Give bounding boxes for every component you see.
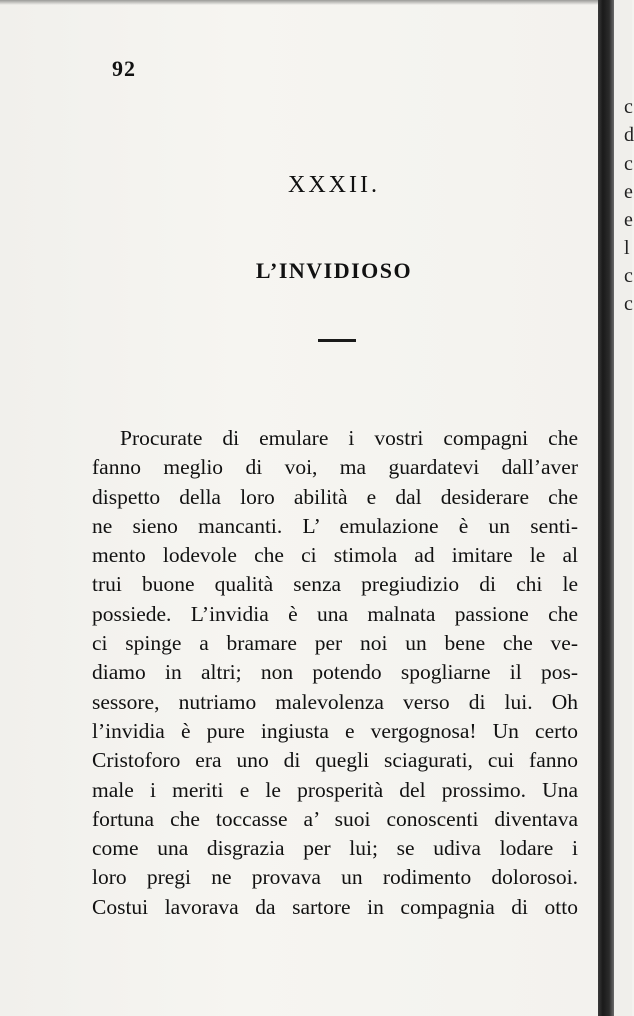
next-page-edge (614, 0, 632, 1016)
text-line: fortuna che toccasse a’ suoi conoscenti diventava (92, 806, 578, 831)
text-line: Cristoforo era uno di quegli sciagurati, cui fanno (92, 748, 578, 773)
page-top-edge (0, 0, 598, 5)
text-line: fanno meglio di voi, ma guardatevi dall’aver (92, 455, 578, 480)
chapter-number: XXXII. (288, 172, 380, 198)
next-page-fragment: e (624, 181, 633, 203)
body-paragraph (92, 424, 578, 922)
next-page-fragment: c (624, 96, 633, 118)
chapter-title: L’INVIDIOSO (255, 258, 413, 283)
page-number: 92 (112, 56, 136, 81)
text-line: come una disgrazia per lui; se udiva lodare i (92, 836, 578, 861)
next-page-fragment: d (624, 124, 634, 146)
text-line: ne sieno mancanti. L’ emulazione è un senti- (92, 513, 578, 538)
next-page-fragment: c (624, 153, 633, 175)
next-page-fragment: e (624, 209, 633, 231)
text-line: ci spinge a bramare per noi un bene che ve- (92, 631, 578, 656)
book-gutter (598, 0, 614, 1016)
text-line: l’invidia è pure ingiusta e vergognosa! Un certo (92, 718, 578, 743)
text-line: dispetto della loro abilità e dal desiderare che (92, 484, 578, 509)
text-line: diamo in altri; non potendo spogliarne il pos- (92, 660, 578, 685)
text-line: sessore, nutriamo malevolenza verso di lui. Oh (92, 689, 578, 714)
text-line: loro pregi ne provava un rodimento dolorosoi. (92, 865, 578, 890)
next-page-fragment: l (624, 237, 630, 259)
text-line: mento lodevole che ci stimola ad imitare le al (92, 543, 578, 568)
text-line: Procurate di emulare i vostri compagni che (120, 426, 578, 450)
text-line: possiede. L’invidia è una malnata passione che (92, 601, 578, 626)
text-line: male i meriti e le prosperità del prossimo. Una (92, 777, 578, 802)
text-line: trui buone qualità senza pregiudizio di chi le (92, 572, 578, 597)
title-rule (318, 339, 356, 342)
next-page-fragment: c (624, 265, 633, 287)
text-line: Costui lavorava da sartore in compagnia di otto (92, 894, 578, 919)
next-page-fragment: c (624, 293, 633, 315)
